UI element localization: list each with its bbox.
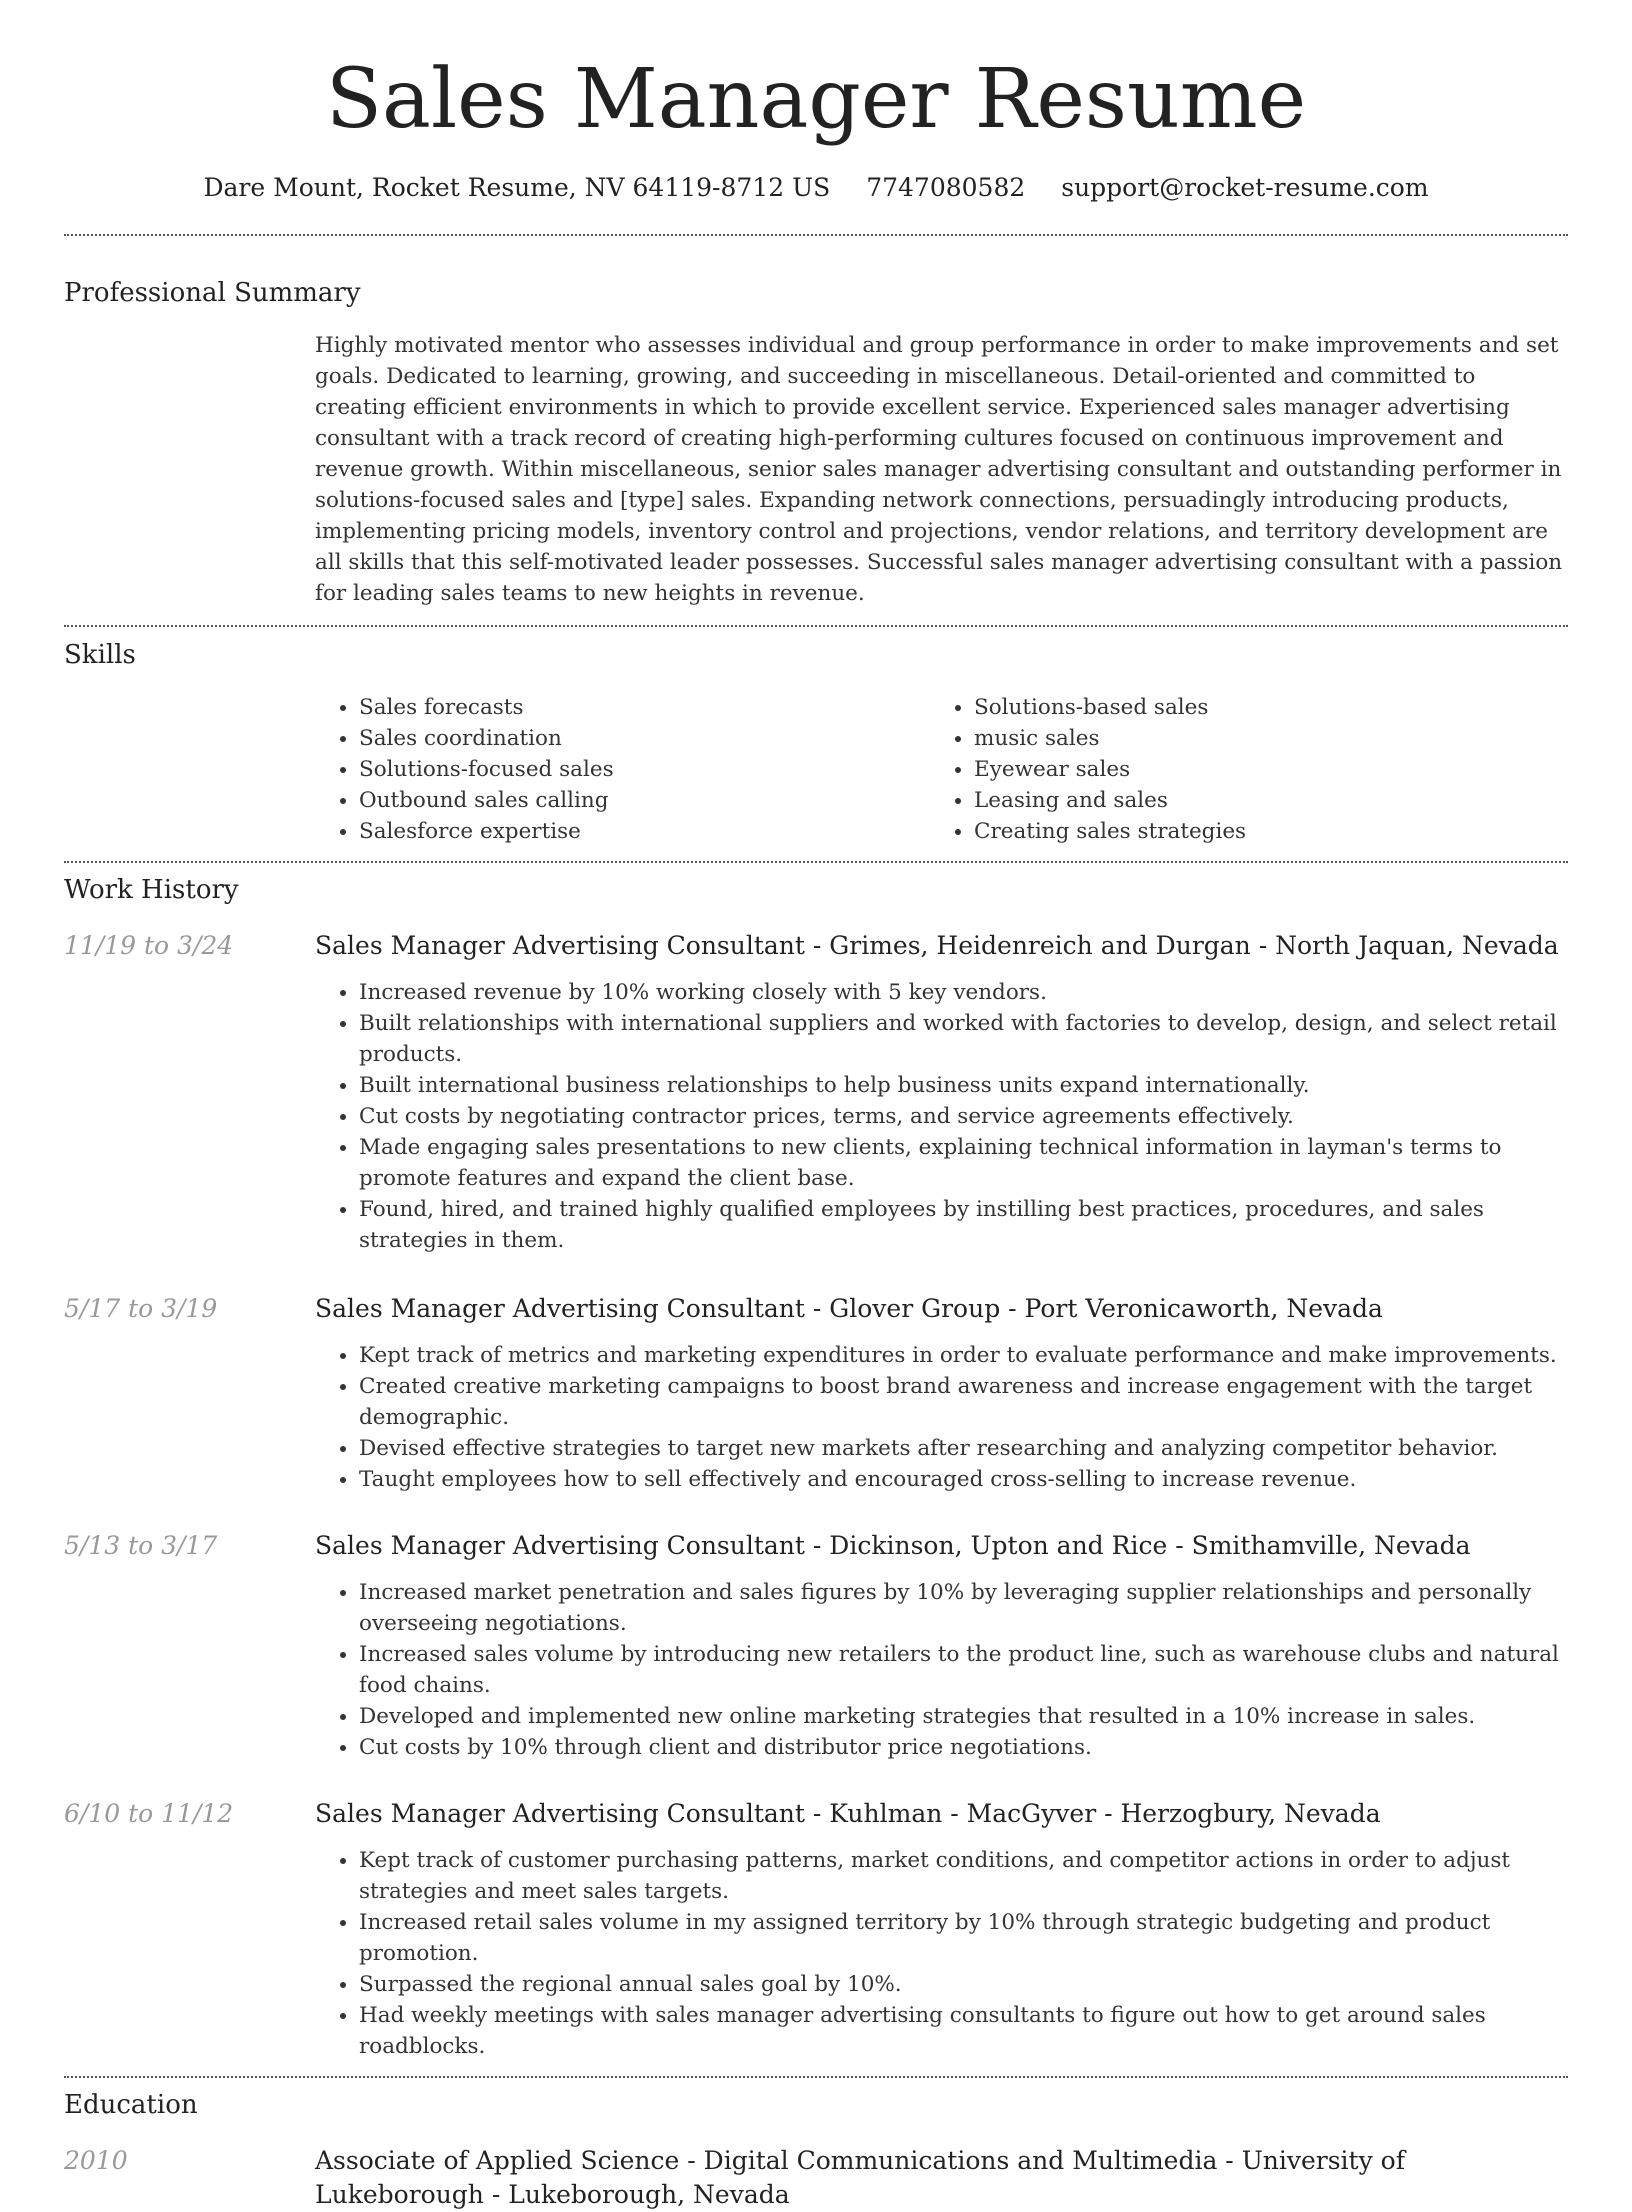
work-entry-main (315, 1292, 1568, 1495)
work-bullet: • Made engaging sales presentations to new clients, explaining technical information in layman's terms to promote features and expand the client base. (359, 1132, 1568, 1194)
divider (64, 234, 1568, 236)
work-entry-main (315, 1529, 1568, 1763)
work-bullet: • Built international business relationships to help business units expand internationally. (359, 1070, 1568, 1101)
work-entry-date: 6/10 to 11/12 (64, 1799, 234, 1828)
resume-page (64, 0, 1568, 2212)
skill-item: • Leasing and sales (974, 785, 1545, 816)
education-section (64, 2088, 1568, 2212)
work-bullet: • Developed and implemented new online marketing strategies that resulted in a 10% increase in sales. (359, 1701, 1568, 1732)
work-entry-title: Sales Manager Advertising Consultant - Glover Group - Port Veronicaworth, Nevada (315, 1294, 1383, 1323)
skill-item: • Creating sales strategies (974, 816, 1545, 847)
skill-item: • Solutions-based sales (974, 692, 1545, 723)
work-bullet: • Created creative marketing campaigns to boost brand awareness and increase engagement with the target demographic. (359, 1371, 1568, 1433)
work-entry-bullets (315, 1577, 1568, 1763)
contact-line (64, 172, 1568, 204)
contact-phone: 7747080582 (866, 173, 1026, 202)
work-entry-main (315, 1797, 1568, 2062)
work-entry (64, 1797, 1568, 2062)
work-entry-title: Sales Manager Advertising Consultant - Kuhlman - MacGyver - Herzogbury, Nevada (315, 1799, 1381, 1828)
skill-item: • music sales (974, 723, 1545, 754)
skill-item: • Outbound sales calling (359, 785, 930, 816)
skill-item: • Eyewear sales (974, 754, 1545, 785)
work-bullet: • Found, hired, and trained highly qualified employees by instilling best practices, procedures, and sales strategies in them. (359, 1194, 1568, 1256)
education-entry (64, 2144, 1568, 2212)
resume-title: Sales Manager Resume (325, 52, 1307, 147)
work-entry-date: 11/19 to 3/24 (64, 931, 234, 960)
skills-section (64, 638, 1568, 847)
contact-address: Dare Mount, Rocket Resume, NV 64119-8712 US (203, 173, 831, 202)
divider (64, 2076, 1568, 2078)
work-bullet: • Kept track of metrics and marketing expenditures in order to evaluate performance and make improvements. (359, 1340, 1568, 1371)
divider (64, 861, 1568, 863)
work-bullet: • Increased market penetration and sales figures by 10% by leveraging supplier relationships and personally overseeing negotiations. (359, 1577, 1568, 1639)
skill-item: • Sales coordination (359, 723, 930, 754)
skill-item: • Sales forecasts (359, 692, 930, 723)
section-label-education: Education (64, 2090, 198, 2120)
work-entry-bullets (315, 1340, 1568, 1495)
work-entry-main (315, 929, 1568, 1256)
skill-item: • Solutions-focused sales (359, 754, 930, 785)
work-bullet: • Surpassed the regional annual sales goal by 10%. (359, 1969, 1568, 2000)
work-bullet: • Increased retail sales volume in my assigned territory by 10% through strategic budgeting and product promotion. (359, 1907, 1568, 1969)
work-bullet: • Kept track of customer purchasing patterns, market conditions, and competitor actions in order to adjust strategies and meet sales targets. (359, 1845, 1568, 1907)
summary-section (64, 276, 1568, 609)
section-label-skills: Skills (64, 640, 136, 670)
work-bullet: • Cut costs by negotiating contractor prices, terms, and service agreements effectively. (359, 1101, 1568, 1132)
skills-list-right (930, 692, 1545, 847)
summary-text: Highly motivated mentor who assesses individual and group performance in order to make improvements and set goals. Dedicated to learning, growing, and succeeding in miscellaneous. Detail-oriented and committed to creating efficient environments in which to provide excellent service. Experienced sales manager advertising consultant with a track record of creating high-performing cultures focused on continuous improvement and revenue growth. Within miscellaneous, senior sales manager advertising consultant and outstanding performer in solutions-focused sales and [type] sales. Expanding network connections, persuadingly introducing products, implementing pricing models, inventory control and projections, vendor relations, and territory development are all skills that this self-motivated leader possesses. Successful sales manager advertising consultant with a passion for leading sales teams to new heights in revenue. (315, 333, 1563, 606)
divider (64, 625, 1568, 627)
skill-item: • Salesforce expertise (359, 816, 930, 847)
work-entry-bullets (315, 977, 1568, 1256)
section-label-work: Work History (64, 875, 239, 905)
work-entry (64, 1529, 1568, 1763)
work-entry (64, 929, 1568, 1256)
section-label-summary: Professional Summary (64, 278, 361, 308)
education-entry-date: 2010 (64, 2146, 128, 2175)
education-entry-title: Associate of Applied Science - Digital Communications and Multimedia - University of Lukeborough - Lukeborough, Nevada (315, 2146, 1405, 2209)
work-bullet: • Had weekly meetings with sales manager advertising consultants to figure out how to get around sales roadblocks. (359, 2000, 1568, 2062)
work-section (64, 873, 1568, 2062)
work-entry-title: Sales Manager Advertising Consultant - Grimes, Heidenreich and Durgan - North Jaquan, Nevada (315, 931, 1559, 960)
work-bullet: • Taught employees how to sell effectively and encouraged cross-selling to increase revenue. (359, 1464, 1568, 1495)
work-entry-title: Sales Manager Advertising Consultant - Dickinson, Upton and Rice - Smithamville, Nevada (315, 1531, 1471, 1560)
work-bullet: • Built relationships with international suppliers and worked with factories to develop, design, and select retail products. (359, 1008, 1568, 1070)
work-bullet: • Cut costs by 10% through client and distributor price negotiations. (359, 1732, 1568, 1763)
skills-column-left (315, 692, 930, 847)
work-entry (64, 1292, 1568, 1495)
work-bullet: • Increased revenue by 10% working closely with 5 key vendors. (359, 977, 1568, 1008)
education-entry-main (315, 2144, 1568, 2212)
work-bullet: • Devised effective strategies to target new markets after researching and analyzing competitor behavior. (359, 1433, 1568, 1464)
work-entry-date: 5/17 to 3/19 (64, 1294, 218, 1323)
contact-email: support@rocket-resume.com (1061, 173, 1429, 202)
skills-list-left (315, 692, 930, 847)
skills-column-right (930, 692, 1545, 847)
work-bullet: • Increased sales volume by introducing new retailers to the product line, such as warehouse clubs and natural food chains. (359, 1639, 1568, 1701)
work-entry-bullets (315, 1845, 1568, 2062)
work-entry-date: 5/13 to 3/17 (64, 1531, 218, 1560)
